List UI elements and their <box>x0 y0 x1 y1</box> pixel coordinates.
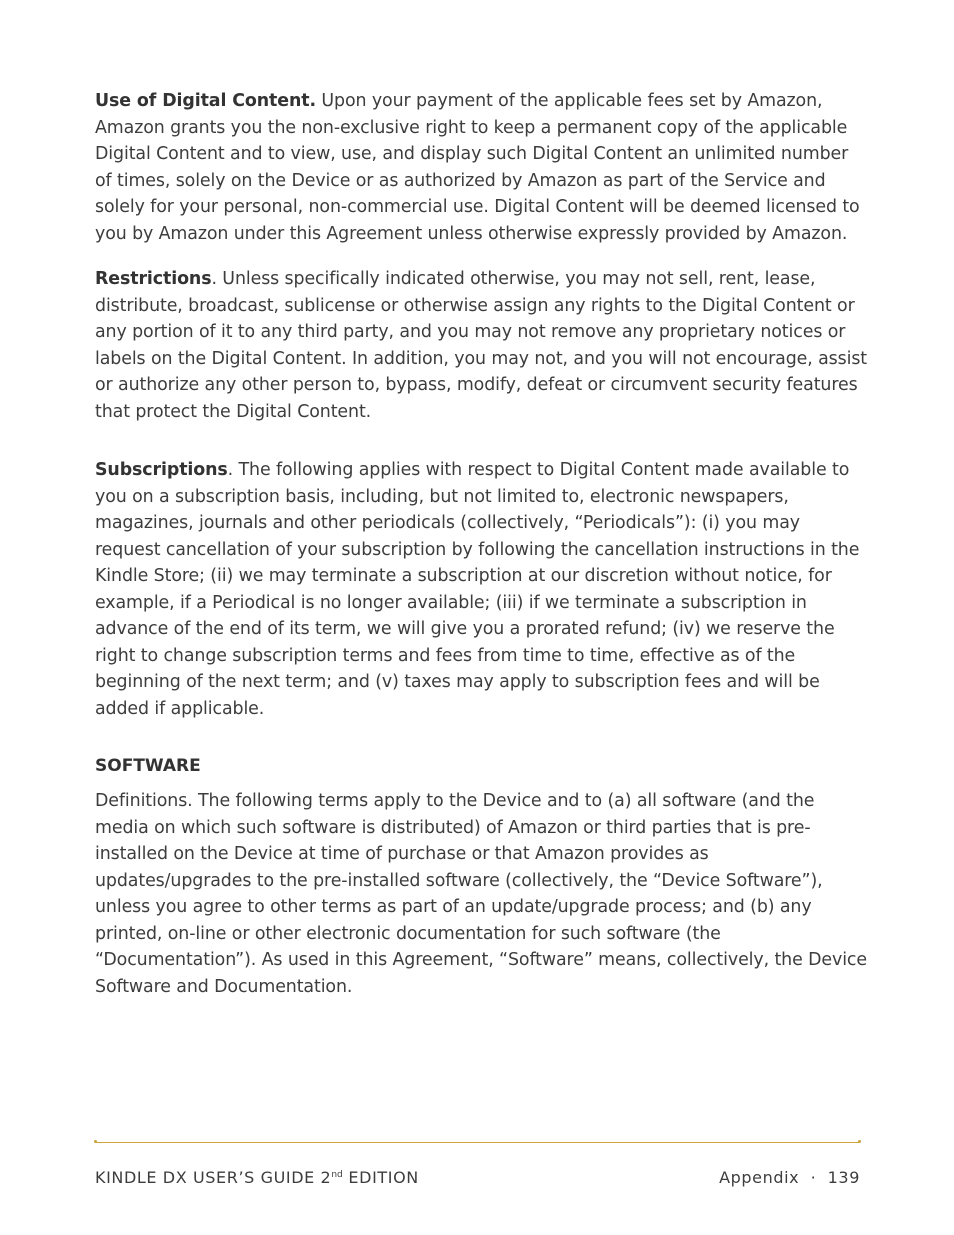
paragraph-body: . The following applies with respect to Digital Content made available to you on a subscription basis, including, but not limited to, electronic newspapers, magazines, journals and other periodicals (collectively, “Periodicals”): (i) you may request cancellation of your subscription by following the cancellation instructions in the Kindle Store; (ii) we may terminate a subscription at our discretion without notice, for example, if a Periodical is no longer available; (iii) if we terminate a subscription in advance of the end of its term, we will give you a prorated refund; (iv) we reserve the right to change subscription terms and fees from time to time, effective as of the beginning of the next term; and (v) taxes may apply to subscription fees and will be added if applicable. <box>95 460 860 719</box>
paragraph-software-definitions: Definitions. The following terms apply to the Device and to (a) all software (and the media on which such software is distributed) of Amazon or third parties that is pre-installed on the Device at time of purchase or that Amazon provides as updates/upgrades to the pre-installed software (collectively, the “Device Software”), unless you agree to other terms as part of an update/upgrade process; and (b) any printed, on-line or other electronic documentation for such software (the “Documentation”). As used in this Agreement, “Software” means, collectively, the Device Software and Documentation. <box>95 791 867 997</box>
page-content <box>95 88 870 1000</box>
footer-section-name: Appendix <box>719 1168 800 1187</box>
paragraph-body: Upon your payment of the applicable fees set by Amazon, Amazon grants you the non-exclusive right to keep a permanent copy of the applicable Digital Content and to view, use, and display such Digital Content an unlimited number of times, solely on the Device or as authorized by Amazon as part of the Service and solely for your personal, non-commercial use. Digital Content will be deemed licensed to you by Amazon under this Agreement unless otherwise expressly provided by Amazon. <box>95 91 860 244</box>
paragraph-heading: Subscriptions <box>95 460 228 480</box>
paragraph-subscriptions <box>95 457 870 722</box>
paragraph-use-of-digital-content <box>95 88 870 247</box>
section-heading-software: SOFTWARE <box>95 756 201 776</box>
footer-guide-title-prefix: KINDLE DX USER’S GUIDE 2 <box>95 1168 332 1187</box>
paragraph-body: . Unless specifically indicated otherwise, you may not sell, rent, lease, distribute, broadcast, sublicense or otherwise assign any rights to the Digital Content or any portion of it to any third party, and you may not remove any proprietary notices or labels on the Digital Content. In addition, you may not, and you will not encourage, assist or authorize any other person to, bypass, modify, defeat or circumvent security features that protect the Digital Content. <box>95 269 868 422</box>
footer-separator: · <box>810 1168 817 1187</box>
footer-page-info <box>719 1168 860 1187</box>
paragraph-heading: Use of Digital Content. <box>95 91 316 111</box>
footer-guide-title-superscript: nd <box>331 1170 343 1180</box>
paragraph-restrictions <box>95 266 870 425</box>
page-number: 139 <box>827 1168 860 1187</box>
footer-divider <box>95 1142 860 1143</box>
paragraph-heading: Restrictions <box>95 269 212 289</box>
footer-guide-title-suffix: EDITION <box>342 1168 419 1187</box>
footer-guide-title <box>95 1168 419 1187</box>
